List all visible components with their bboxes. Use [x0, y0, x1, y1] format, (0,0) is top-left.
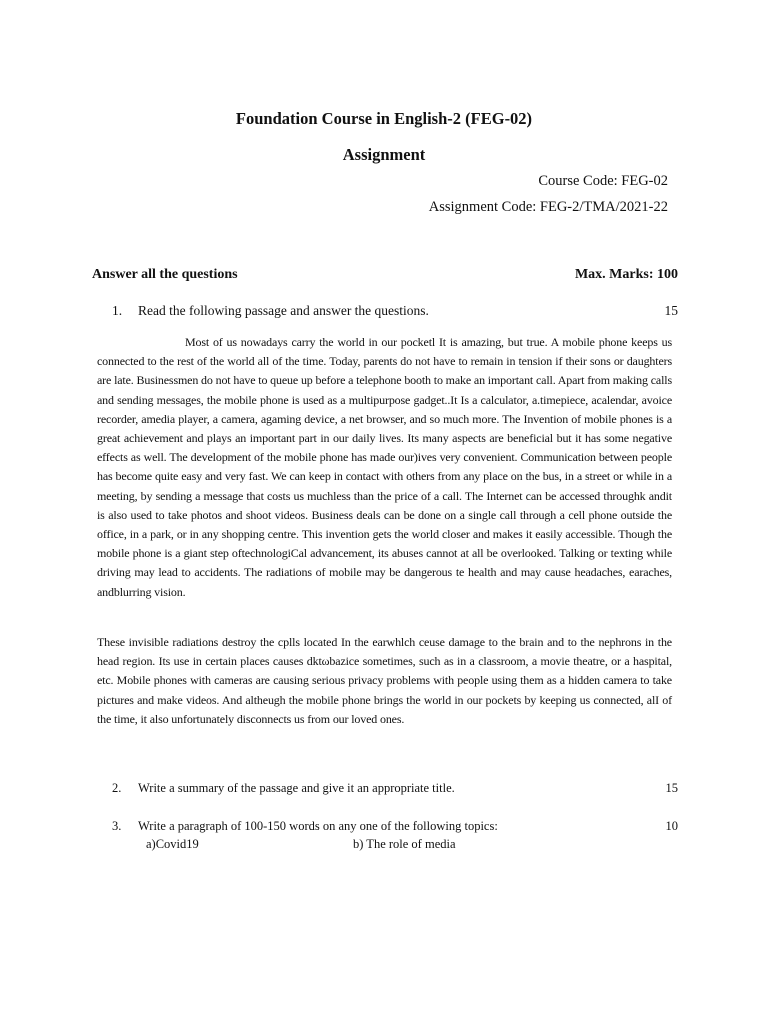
topic-option-a: a)Covid19 — [146, 837, 199, 851]
passage-paragraph-1: Most of us nowadays carry the world in our pocketl It is amazing, but true. A mobile phone keeps us connected to the rest of the world all of the time. Today, parents do not have to remain in tension if their sons or daughters are late. Businessmen do not have to queue up before a telephone booth to make an important call. Apart from making calls and sending messages, the mobile phone is used as a multipurpose gadget..It Is a calculator, a.timepiece, acalendar, avoice recorder, amedia player, a camera, agaming device, a net browser, and so much more. The Invention of mobile phones is a great achievement and plays an important part in our daily lives. Its many aspects are beneficial but it has some negative effects as well. The development of the mobile phone has made our)ives very convenient. Communication between people has become quite easy and very fast. We can keep in contact with others from any place on the bus, in a street or while in a meeting, by sending a message that costs us muchless than the price of a call. The Internet can be accessed throughk andit is also used to take photos and shoot videos. Business deals can be done on a single call through a cell phone outside the office, in a park, or in any shopping centre. This invention gets the world closer and makes it easily accessible. Though the mobile phone is a giant step oftechnologiCal advancement, its abuses cannot at all be overlooked. Talking or texting while driving may lead to accidents. The radiations of mobile may be dangerous te health and may cause headaches, earaches, andblurring vision. — [97, 335, 672, 599]
question-marks: 10 — [665, 819, 678, 833]
question-number: 2. — [112, 781, 122, 795]
max-marks: Max. Marks: 100 — [574, 267, 678, 282]
question-text: Write a summary of the passage and give it an appropriate title. — [138, 781, 455, 795]
document-subtitle: Assignment — [342, 145, 426, 164]
question-marks: 15 — [664, 303, 678, 318]
question-text: Write a paragraph of 100-150 words on any one of the following topics: — [138, 819, 498, 833]
topic-option-b: b) The role of media — [353, 837, 456, 851]
course-code: Course Code: FEG-02 — [538, 173, 668, 189]
passage-paragraph-2: These invisible radiations destroy the cplls located In the earwhlch ceuse damage to the brain and to the nephrons in the head region. Its use in certain places causes dktωbazice sometimes, such as in a classroom, a movie theatre, or a haspital, etc. Mobile phones with cameras are causing serious privacy problems with people using them as a hidden camera to take pictures and make videos. And altheugh the mobile phone brings the world in our pockets by keeping us connected, alI of the time, it also unfortunately disconnects us from our loved ones. — [97, 635, 672, 726]
question-text: Read the following passage and answer the questions. — [138, 303, 429, 318]
assignment-code: Assignment Code: FEG-2/TMA/2021-22 — [428, 199, 668, 215]
question-marks: 15 — [665, 781, 678, 795]
question-number: 3. — [112, 819, 122, 833]
instruction-text: Answer all the questions — [92, 267, 238, 282]
instructions-row — [92, 267, 678, 283]
document-title: Foundation Course in English-2 (FEG-02) — [235, 109, 533, 128]
question-number: 1. — [112, 303, 123, 318]
